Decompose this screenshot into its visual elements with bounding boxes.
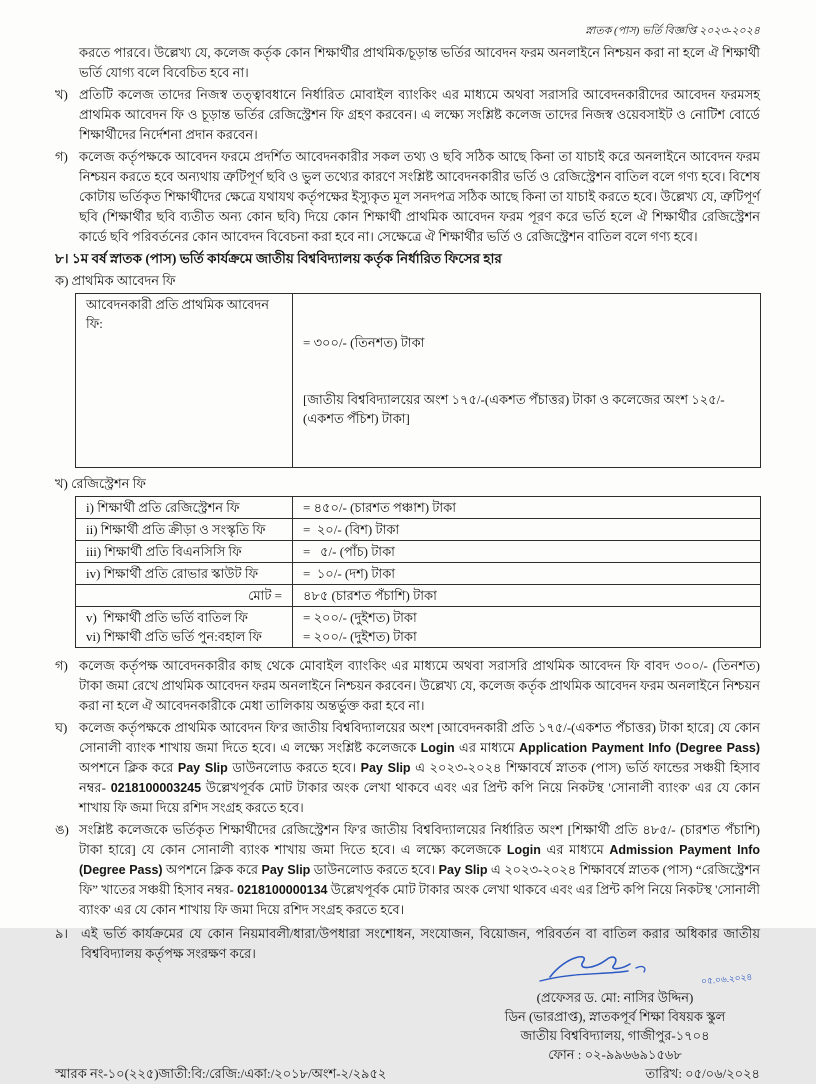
paragraph-label: ৯। bbox=[55, 926, 69, 941]
fee-item-label: i) শিক্ষার্থী প্রতি রেজিস্ট্রেশন ফি bbox=[76, 497, 293, 519]
signatory-name: (প্রফেসর ড. মো: নাসির উদ্দিন) bbox=[536, 990, 694, 1005]
paragraph-label: গ) bbox=[55, 658, 68, 673]
signature-ink-icon bbox=[530, 950, 680, 986]
paragraph-gha bbox=[55, 718, 760, 818]
fee-item-value: = ২০০/- (দুইশত) টাকা = ২০০/- (দুইশত) টাকা bbox=[293, 607, 761, 648]
signatory-title: ডিন (ভারপ্রাপ্ত), স্নাতকপূর্ব শিক্ষা বিষয়ক স্কুল bbox=[504, 1009, 726, 1024]
document-edition-label: স্নাতক (পাস) ভর্তি বিজ্ঞপ্তি ২০২৩-২০২৪ bbox=[585, 25, 760, 37]
paragraph-label: ঘ) bbox=[55, 720, 68, 735]
paragraph-ga bbox=[55, 147, 760, 247]
paragraph-text: সংশ্লিষ্ট কলেজকে ভর্তিকৃত শিক্ষার্থীদের রেজিস্ট্রেশন ফি'র জাতীয় বিশ্ববিদ্যালয়ের নির্ধারিত অংশ [শিক্ষার্থী প্রতি ৪৮৫/- (চারশত পঁচাশি) টাকা হারে] যে কোন সোনালী ব্যাংক শাখায় জমা দিতে হবে। এ লক্ষ্যে কলেজকে Login এর মাধ্যমে Admission Payment Info (Degree Pass) অপশনে ক্লিক করে Pay Slip ডাউনলোড করতে হবে। Pay Slip এ ২০২৩-২০২৪ শিক্ষাবর্ষে স্নাতক (পাস) “রেজিস্ট্রেশন ফি” খাতের সঞ্চয়ী হিসাব নম্বর- 0218100000134 উল্লেখপূর্বক মোট টাকার অংক লেখা থাকবে এবং এর প্রিন্ট কপি নিয়ে নিকটস্থ 'সোনালী ব্যাংক' এর যে কোন শাখায় ফি জমা দিয়ে রশিদ সংগ্রহ করতে হবে। bbox=[79, 822, 760, 917]
fee-item-value: = ৫/- (পাঁচ) টাকা bbox=[293, 541, 761, 563]
paragraph-text: করতে পারবে। উল্লেখ্য যে, কলেজ কর্তৃক কোন শিক্ষার্থীর প্রাথমিক/চূড়ান্ত ভর্তির আবেদন ফরম অনলাইনে নিশ্চয়ন করা না হলে ঐ শিক্ষার্থী ভর্তি যোগ্য বলে বিবেচিত হবে না। bbox=[79, 45, 760, 80]
fee-item-label: আবেদনকারী প্রতি প্রাথমিক আবেদন ফি: bbox=[76, 294, 293, 468]
signature-scribble bbox=[470, 950, 760, 986]
paragraph-text: কলেজ কর্তৃপক্ষ আবেদনকারীর কাছ থেকে মোবাইল ব্যাংকিং এর মাধ্যমে অথবা সরাসরি প্রাথমিক আবেদন ফি বাবদ ৩০০/- (তিনশত) টাকা জমা রেখে প্রাথমিক আবেদন ফরম অনলাইনে নিশ্চয়ন করবেন। উল্লেখ্য যে, কলেজ কর্তৃক প্রাথমিক আবেদন ফরম অনলাইনে নিশ্চয়ন করা না হলে ঐ আবেদনকারীকে মেধা তালিকায় অন্তর্ভুক্ত করা হবে না। bbox=[79, 658, 760, 713]
fee-item-value: = ১০/- (দশ) টাকা bbox=[293, 563, 761, 585]
fee-item-value: = ২০/- (বিশ) টাকা bbox=[293, 519, 761, 541]
fee-value-line: [জাতীয় বিশ্ববিদ্যালয়ের অংশ ১৭৫/-(একশত পঁচাত্তর) টাকা ও কলেজের অংশ ১২৫/-(একশত পঁচিশ) টাকা] bbox=[303, 392, 725, 426]
fee-value-line: = ৩০০/- (তিনশত) টাকা bbox=[303, 335, 425, 350]
fee-table-row bbox=[76, 541, 761, 563]
signature-handwritten-date: ০৫.০৬.২০২৪ bbox=[700, 971, 753, 987]
memo-number: স্মারক নং-১০(২২৫)জাতী:বি:/রেজি:/একা:/২০১৮/অংশ-২/২৯৫২ bbox=[55, 1066, 387, 1081]
paragraph-label: খ) bbox=[55, 87, 68, 102]
fee-table-row bbox=[76, 294, 761, 468]
paragraph-continuation bbox=[55, 43, 760, 83]
fee-table-row bbox=[76, 607, 761, 648]
footer bbox=[55, 1064, 760, 1084]
fee-table-row bbox=[76, 563, 761, 585]
issue-date: তারিখ: ০৫/০৬/২০২৪ bbox=[645, 1066, 760, 1081]
fee-table-row bbox=[76, 585, 761, 607]
fee-item-label: মোট = bbox=[76, 585, 293, 607]
fee-item-label: ii) শিক্ষার্থী প্রতি ক্রীড়া ও সংস্কৃতি ফি bbox=[76, 519, 293, 541]
registration-fee-table bbox=[75, 496, 761, 648]
paragraph-ga2 bbox=[55, 656, 760, 716]
fee-item-value: ৪৮৫ (চারশত পঁচাশি) টাকা bbox=[293, 585, 761, 607]
paragraph-text: প্রতিটি কলেজ তাদের নিজস্ব তত্ত্বাবধানে নির্ধারিত মোবাইল ব্যাংকিং এর মাধ্যমে অথবা সরাসরি আবেদনকারীদের আবেদন ফরমসহ প্রাথমিক আবেদন ফি ও চূড়ান্ত ভর্তির রেজিস্ট্রেশন ফি গ্রহণ করবেন। এ লক্ষ্যে সংশ্লিষ্ট কলেজ তাদের নিজস্ব ওয়েবসাইট ও নোটিশ বোর্ডে শিক্ষার্থীদের নির্দেশনা প্রদান করবেন। bbox=[79, 87, 760, 142]
section-8-heading: ৮। ১ম বর্ষ স্নাতক (পাস) ভর্তি কার্যক্রমে জাতীয় বিশ্ববিদ্যালয় কর্তৃক নির্ধারিত ফিসের হার bbox=[55, 251, 502, 266]
fee-item-label: iv) শিক্ষার্থী প্রতি রোভার স্কাউট ফি bbox=[76, 563, 293, 585]
fee-item-value bbox=[293, 294, 761, 468]
fee-item-label: v) শিক্ষার্থী প্রতি ভর্তি বাতিল ফি vi) শিক্ষার্থী প্রতি ভর্তি পুন:বহাল ফি bbox=[76, 607, 293, 648]
paragraph-label bbox=[55, 43, 79, 83]
fee-table-row bbox=[76, 519, 761, 541]
paragraph-kha bbox=[55, 85, 760, 145]
primary-application-fee-table bbox=[75, 293, 761, 468]
signatory-phone: ফোন : ০২-৯৯৬৬৯১৫৬৮ bbox=[548, 1047, 682, 1062]
paragraph-text: এই ভর্তি কার্যক্রমের যে কোন নিয়মাবলী/ধারা/উপধারা সংশোধন, সংযোজন, বিয়োজন, পরিবর্তন বা বাতিল করার অধিকার জাতীয় বিশ্ববিদ্যালয় কর্তৃপক্ষ সংরক্ষণ করে। bbox=[81, 926, 760, 961]
paragraph-ungo bbox=[55, 820, 760, 920]
fee-table-row bbox=[76, 497, 761, 519]
paragraph-text: কলেজ কর্তৃপক্ষকে আবেদন ফরমে প্রদর্শিত আবেদনকারীর সকল তথ্য ও ছবি সঠিক আছে কিনা তা যাচাই করে অনলাইনে আবেদন ফরম নিশ্চয়ন করতে হবে অন্যথায় ত্রুটিপূর্ণ ছবি ও ভুল তথ্যের কারণে সংশ্লিষ্ট আবেদনকারীর ভর্তি ও রেজিস্ট্রেশন বাতিল বলে গণ্য হবে। বিশেষ কোটায় ভর্তিকৃত শিক্ষার্থীদের ক্ষেত্রে যথাযথ কর্তৃপক্ষের ইস্যুকৃত মূল সনদপত্র সঠিক আছে কিনা তা যাচাই করতে হবে। উল্লেখ্য যে, ত্রুটিপূর্ণ ছবি (শিক্ষার্থীর ছবি ব্যতীত অন্য কোন ছবি) দিয়ে কোন শিক্ষার্থী প্রাথমিক আবেদন ফরম পূরণ করে ভর্তি হলে ঐ শিক্ষার্থীর রেজিস্ট্রেশন কার্ডে ছবি পরিবর্তনের কোন আবেদন বিবেচনা করা হবে না। সেক্ষেত্রে ঐ শিক্ষার্থীর ভর্তি ও রেজিস্ট্রেশন বাতিল বলে গণ্য হবে। bbox=[79, 149, 760, 244]
fee-item-label: iii) শিক্ষার্থী প্রতি বিএনসিসি ফি bbox=[76, 541, 293, 563]
fee-item-value: = ৪৫০/- (চারশত পঞ্চাশ) টাকা bbox=[293, 497, 761, 519]
signatory-organization: জাতীয় বিশ্ববিদ্যালয়, গাজীপুর-১৭০৪ bbox=[520, 1028, 710, 1043]
subheading-registration-fee: খ) রেজিস্ট্রেশন ফি bbox=[55, 476, 146, 491]
paragraph-label: গ) bbox=[55, 149, 68, 164]
signature-block bbox=[470, 950, 760, 1064]
subheading-primary-application-fee: ক) প্রাথমিক আবেদন ফি bbox=[55, 273, 176, 288]
paragraph-text: কলেজ কর্তৃপক্ষকে প্রাথমিক আবেদন ফি'র জাতীয় বিশ্ববিদ্যালয়ের অংশ [আবেদনকারী প্রতি ১৭৫/-(একশত পঁচাত্তর) টাকা হারে] যে কোন সোনালী ব্যাংক শাখায় জমা দিতে হবে। এ লক্ষ্যে সংশ্লিষ্ট কলেজকে Login এর মাধ্যমে Application Payment Info (Degree Pass) অপশনে ক্লিক করে Pay Slip ডাউনলোড করতে হবে। Pay Slip এ ২০২৩-২০২৪ শিক্ষাবর্ষে স্নাতক (পাস) ভর্তি ফান্ডের সঞ্চয়ী হিসাব নম্বর- 0218100003245 উল্লেখপূর্বক মোট টাকার অংক লেখা থাকবে এবং এর প্রিন্ট কপি নিয়ে নিকটস্থ 'সোনালী ব্যাংক' এর যে কোন শাখায় ফি জমা দিয়ে রশিদ সংগ্রহ করতে হবে। bbox=[79, 720, 761, 815]
paragraph-label: ঙ) bbox=[55, 822, 69, 837]
